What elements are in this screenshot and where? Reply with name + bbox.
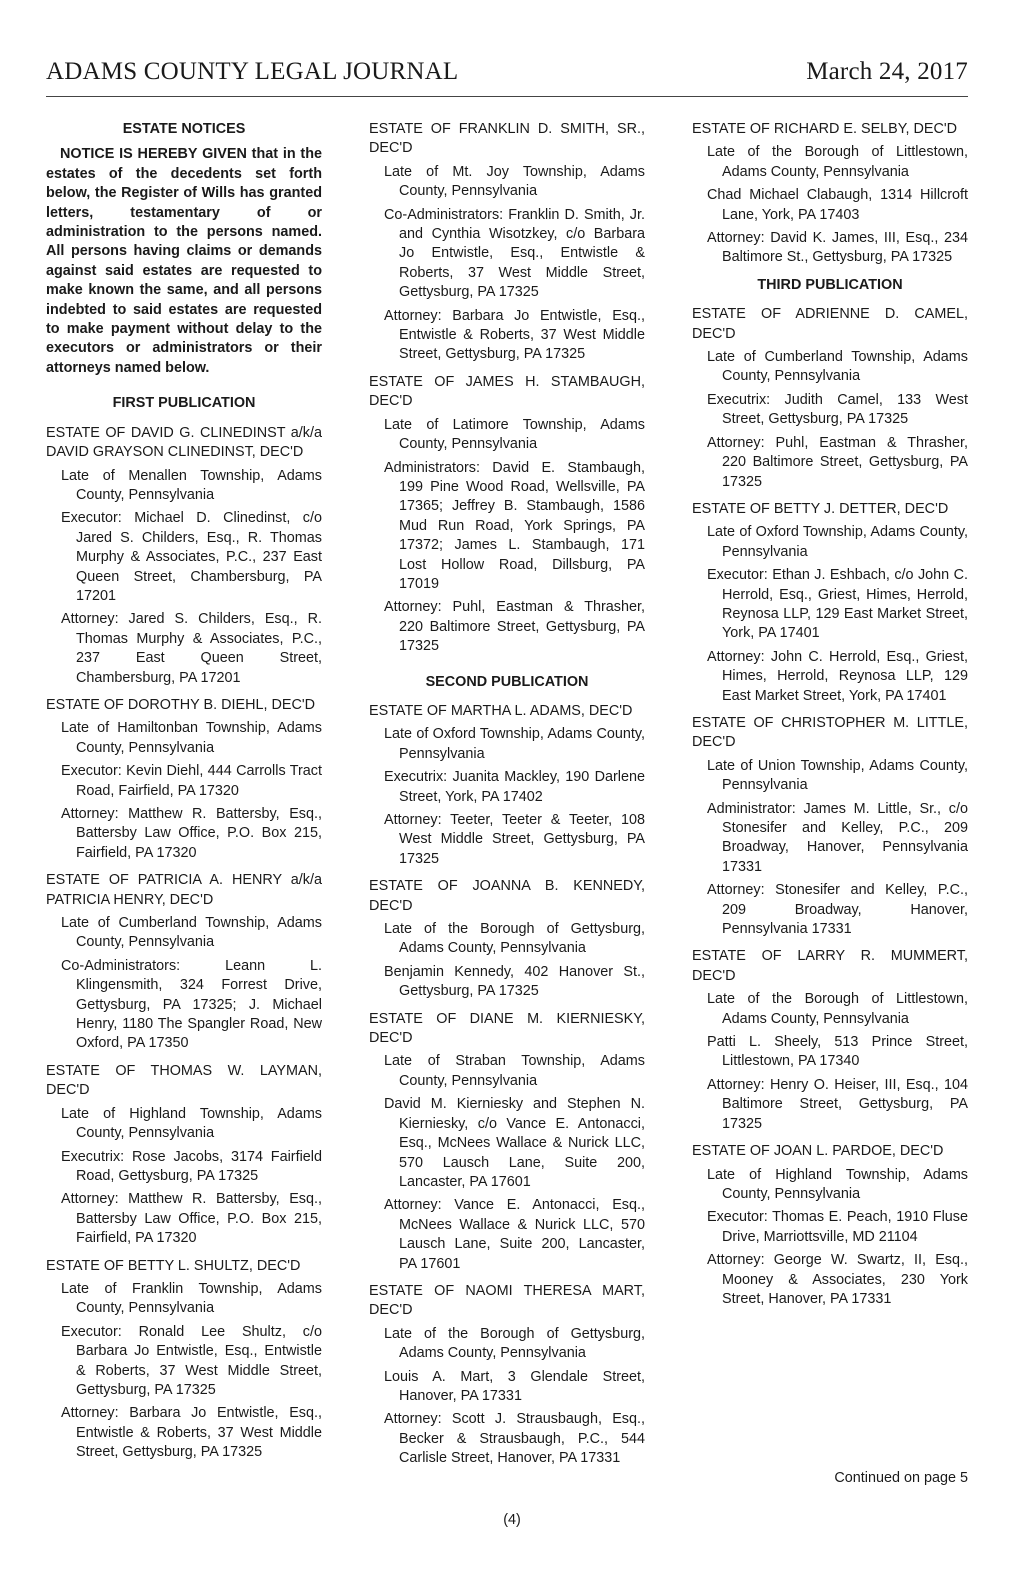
estate-attorney: Attorney: Teeter, Teeter & Teeter, 108 West Middle Street, Gettysburg, PA 17325 [384,812,645,867]
estate-attorney: Attorney: Vance E. Antonacci, Esq., McNees Wallace & Nurick LLC, 570 Lausch Lane, Suite 200, Lancaster, PA 17601 [384,1197,645,1272]
estate-entry [369,1282,645,1469]
estate-residence: Late of Cumberland Township, Adams County, Pennsylvania [61,915,322,951]
second-publication-heading: SECOND PUBLICATION [425,673,589,690]
estate-entry [46,871,322,1054]
estate-entry [692,947,968,1134]
estate-title: ESTATE OF FRANKLIN D. SMITH, SR., DEC'D [369,121,645,157]
estate-representative: Executor: Ethan J. Eshbach, c/o John C. Herrold, Esq., Griest, Himes, Herrold, Reynosa LLP, 129 East Market Street, York, PA 17401 [707,567,968,642]
estate-entry [369,877,645,1001]
estate-title: ESTATE OF DOROTHY B. DIEHL, DEC'D [46,696,316,713]
estate-attorney: Attorney: Puhl, Eastman & Thrasher, 220 Baltimore Street, Gettysburg, PA 17325 [384,599,645,655]
column-2 [369,120,645,1477]
estate-residence: Late of Cumberland Township, Adams County, Pennsylvania [707,349,968,385]
estate-residence: Late of Hamiltonban Township, Adams County, Pennsylvania [61,720,322,756]
estate-residence: Late of the Borough of Littlestown, Adams County, Pennsylvania [707,144,968,180]
estate-residence: Late of Union Township, Adams County, Pennsylvania [707,757,968,794]
estate-title: ESTATE OF BETTY J. DETTER, DEC'D [692,500,949,517]
estate-attorney: Attorney: Henry O. Heiser, III, Esq., 104 Baltimore Street, Gettysburg, PA 17325 [707,1076,968,1132]
estate-representative: Executor: Kevin Diehl, 444 Carrolls Tract Road, Fairfield, PA 17320 [61,763,322,799]
estate-representative: Patti L. Sheely, 513 Prince Street, Littlestown, PA 17340 [707,1034,968,1070]
estate-title: ESTATE OF PATRICIA A. HENRY a/k/a PATRICIA HENRY, DEC'D [46,872,322,908]
estate-representative: Co-Administrators: Leann L. Klingensmith, 324 Forrest Drive, Gettysburg, PA 17325; J. Michael Henry, 1180 The Spangler Road, New Oxford, PA 17350 [61,957,322,1052]
estate-entry [692,305,968,492]
page-number: (4) [503,1512,521,1528]
estate-representative: Executor: Thomas E. Peach, 1910 Fluse Drive, Marriottsville, MD 21104 [707,1209,968,1245]
estate-residence: Late of the Borough of Gettysburg, Adams County, Pennsylvania [384,1325,645,1362]
column-3 [692,120,968,1317]
estate-residence: Late of Highland Township, Adams County, Pennsylvania [61,1105,322,1142]
estate-representative: Executrix: Judith Camel, 133 West Street, Gettysburg, PA 17325 [707,391,968,428]
estate-representative: Administrators: David E. Stambaugh, 199 Pine Wood Road, Wellsville, PA 17365; Jeffrey B. Stambaugh, 1586 Mud Run Road, York Springs, PA 17372; James L. Stambaugh, 171 Lost Hollow Road, Dillsburg, PA 17019 [384,459,645,592]
estate-residence: Late of Franklin Township, Adams County, Pennsylvania [61,1280,322,1317]
estate-entry [46,1062,322,1249]
estate-title: ESTATE OF RICHARD E. SELBY, DEC'D [692,121,958,137]
estate-entry [369,373,645,657]
first-publication-heading: FIRST PUBLICATION [112,395,256,412]
estate-residence: Late of Highland Township, Adams County, Pennsylvania [707,1166,968,1202]
estate-entry [692,500,968,706]
estate-attorney: Attorney: Matthew R. Battersby, Esq., Battersby Law Office, P.O. Box 215, Fairfield, PA 17320 [61,1191,322,1247]
estate-title: ESTATE OF CHRISTOPHER M. LITTLE, DEC'D [692,714,968,751]
estate-residence: Late of Oxford Township, Adams County, Pennsylvania [707,524,968,560]
estate-entry [46,696,322,863]
estate-notices-heading: ESTATE NOTICES [122,121,246,137]
estate-representative: Administrator: James M. Little, Sr., c/o Stonesifer and Kelley, P.C., 209 Broadway, Hanover, Pennsylvania 17331 [707,800,968,875]
estate-title: ESTATE OF MARTHA L. ADAMS, DEC'D [369,702,633,719]
estate-title: ESTATE OF JAMES H. STAMBAUGH, DEC'D [369,373,645,410]
estate-residence: Late of Menallen Township, Adams County, Pennsylvania [61,467,322,503]
estate-residence: Late of the Borough of Littlestown, Adams County, Pennsylvania [707,991,968,1027]
estate-attorney: Attorney: Matthew R. Battersby, Esq., Battersby Law Office, P.O. Box 215, Fairfield, PA 17320 [61,806,322,861]
estate-representative: Co-Administrators: Franklin D. Smith, Jr. and Cynthia Wisotzkey, c/o Barbara Jo Entwistle, Esq., Entwistle & Roberts, 37 West Middle Street, Gettysburg, PA 17325 [384,206,645,301]
continued-note: Continued on page 5 [834,1470,968,1486]
estate-representative: Louis A. Mart, 3 Glendale Street, Hanover, PA 17331 [384,1368,645,1404]
column-1 [46,120,322,1471]
estate-representative: Executrix: Rose Jacobs, 3174 Fairfield Road, Gettysburg, PA 17325 [61,1148,322,1184]
estate-title: ESTATE OF JOAN L. PARDOE, DEC'D [692,1143,944,1160]
estate-representative: Executor: Michael D. Clinedinst, c/o Jared S. Childers, Esq., R. Thomas Murphy & Associates, P.C., 237 East Queen Street, Chambersburg, PA 17201 [61,510,322,604]
estate-representative: Executrix: Juanita Mackley, 190 Darlene Street, York, PA 17402 [384,769,645,805]
estate-attorney: Attorney: Puhl, Eastman & Thrasher, 220 Baltimore Street, Gettysburg, PA 17325 [707,434,968,490]
estate-attorney: Attorney: Barbara Jo Entwistle, Esq., Entwistle & Roberts, 37 West Middle Street, Gettysburg, PA 17325 [384,307,645,363]
estate-entry [692,714,968,939]
notice-intro: NOTICE IS HEREBY GIVEN that in the estates of the decedents set forth below, the Register of Wills has granted letters, testamentary of or administration to the persons named. All persons having claims or demands against said estates are requested to make known the same, and all persons indebted to said estates are requested to make payment without delay to the executors or administrators or their attorneys named below. [46,146,322,376]
estate-residence: Late of Mt. Joy Township, Adams County, Pennsylvania [384,163,645,200]
estate-title: ESTATE OF THOMAS W. LAYMAN, DEC'D [46,1062,322,1099]
estate-entry [46,424,322,688]
estate-attorney: Attorney: Barbara Jo Entwistle, Esq., Entwistle & Roberts, 37 West Middle Street, Gettysburg, PA 17325 [61,1405,322,1461]
journal-title: ADAMS COUNTY LEGAL JOURNAL [46,58,459,85]
estate-attorney: Attorney: David K. James, III, Esq., 234 Baltimore St., Gettysburg, PA 17325 [707,230,968,266]
estate-attorney: Attorney: Stonesifer and Kelley, P.C., 209 Broadway, Hanover, Pennsylvania 17331 [707,882,968,938]
estate-entry [692,120,968,268]
estate-entry [369,702,645,869]
estate-attorney: Attorney: John C. Herrold, Esq., Griest, Himes, Herrold, Reynosa LLP, 129 East Market Street, York, PA 17401 [707,648,968,704]
estate-entry [46,1257,322,1463]
estate-representative: Executor: Ronald Lee Shultz, c/o Barbara Jo Entwistle, Esq., Entwistle & Roberts, 37 West Middle Street, Gettysburg, PA 17325 [61,1323,322,1398]
estate-representative: Chad Michael Clabaugh, 1314 Hillcroft Lane, York, PA 17403 [707,187,968,223]
estate-title: ESTATE OF JOANNA B. KENNEDY, DEC'D [369,878,645,914]
third-publication-heading: THIRD PUBLICATION [757,276,903,293]
estate-title: ESTATE OF DIANE M. KIERNIESKY, DEC'D [369,1010,645,1047]
estate-entry [369,1010,645,1274]
estate-title: ESTATE OF NAOMI THERESA MART, DEC'D [369,1282,645,1319]
estate-title: ESTATE OF BETTY L. SHULTZ, DEC'D [46,1257,301,1274]
estate-representative: David M. Kierniesky and Stephen N. Kierniesky, c/o Vance E. Antonacci, Esq., McNees Wallace & Nurick LLC, 570 Lausch Lane, Suite 200, Lancaster, PA 17601 [384,1096,645,1190]
journal-header [46,56,968,97]
estate-representative: Benjamin Kennedy, 402 Hanover St., Gettysburg, PA 17325 [384,963,645,1000]
estate-attorney: Attorney: Scott J. Strausbaugh, Esq., Becker & Strausbaugh, P.C., 544 Carlisle Street, Hanover, PA 17331 [384,1411,645,1467]
issue-date: March 24, 2017 [806,58,968,85]
estate-attorney: Attorney: Jared S. Childers, Esq., R. Thomas Murphy & Associates, P.C., 237 East Queen Street, Chambersburg, PA 17201 [61,611,322,686]
estate-residence: Late of Oxford Township, Adams County, Pennsylvania [384,726,645,762]
estate-title: ESTATE OF ADRIENNE D. CAMEL, DEC'D [692,306,968,342]
estate-residence: Late of Latimore Township, Adams County, Pennsylvania [384,416,645,453]
estate-entry [692,1142,968,1309]
estate-residence: Late of the Borough of Gettysburg, Adams County, Pennsylvania [384,921,645,957]
estate-entry [369,120,645,365]
estate-title: ESTATE OF DAVID G. CLINEDINST a/k/a DAVID GRAYSON CLINEDINST, DEC'D [46,424,322,461]
estate-attorney: Attorney: George W. Swartz, II, Esq., Mooney & Associates, 230 York Street, Hanover, PA 17331 [707,1252,968,1307]
estate-title: ESTATE OF LARRY R. MUMMERT, DEC'D [692,948,968,984]
estate-residence: Late of Straban Township, Adams County, Pennsylvania [384,1053,645,1089]
